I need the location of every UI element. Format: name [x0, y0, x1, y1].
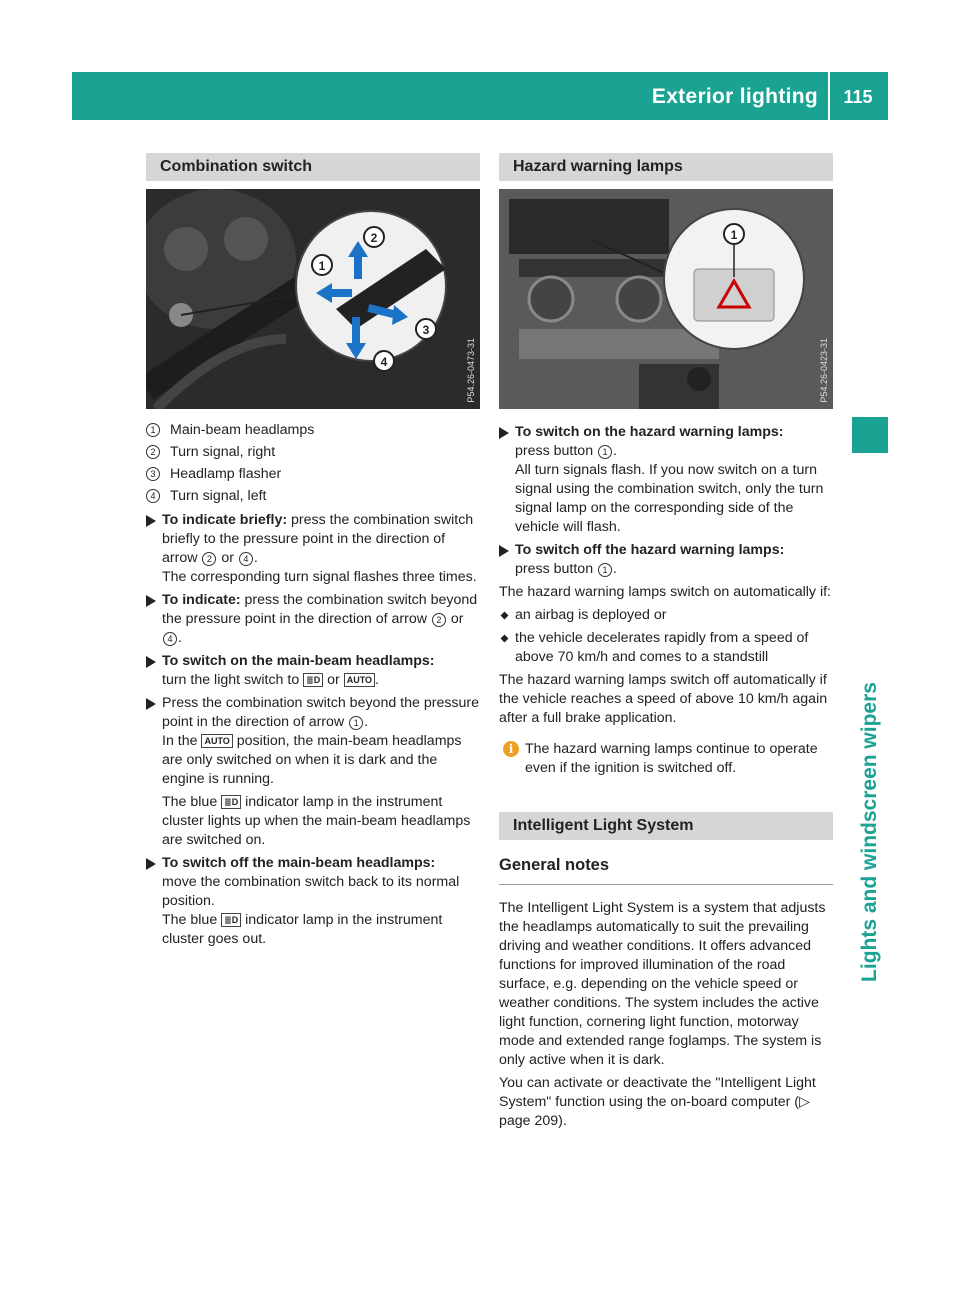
- left-column: [146, 153, 480, 949]
- auto-symbol-icon: AUTO: [201, 734, 232, 748]
- subheading-general-notes: General notes: [499, 854, 833, 885]
- hazard-auto-off-text: The hazard warning lamps switch off automatically if the vehicle reaches a speed of above 10 km/h again after a full brake application.: [499, 672, 828, 726]
- section-heading-hazard: Hazard warning lamps: [499, 153, 833, 181]
- header-divider: [828, 72, 830, 120]
- hazard-auto-on-text: The hazard warning lamps switch on automatically if:: [499, 584, 831, 600]
- svg-text:2: 2: [370, 231, 378, 245]
- steering-column-illustration: [146, 189, 480, 409]
- side-tab-marker: [852, 417, 888, 453]
- info-note: i The hazard warning lamps continue to operate even if the ignition is switched off.: [499, 740, 833, 778]
- callout-1: [312, 255, 332, 275]
- side-tab: [852, 152, 888, 1152]
- legend-item: 4 Turn signal, left: [146, 485, 480, 507]
- step-arrow-icon: [146, 858, 156, 870]
- photo-code: P54.26-0473-31: [466, 338, 476, 403]
- callout-3: [416, 319, 436, 339]
- step-arrow-icon: [499, 545, 509, 557]
- hazard-button-photo: [499, 189, 833, 409]
- main-beam-indicator-icon: ≣D: [221, 913, 241, 927]
- chapter-title: Exterior lighting: [651, 85, 818, 108]
- step-hazard-off: To switch off the hazard warning lamps: press button 1 .: [499, 541, 833, 579]
- step-indicate: To indicate: press the combination switch beyond the pressure point in the direction of arrow 2 or 4 .: [146, 591, 480, 648]
- side-tab-label: Lights and windscreen wipers: [858, 682, 881, 982]
- header-bar: [72, 72, 888, 120]
- bullet-item: the vehicle decelerates rapidly from a speed of above 70 km/h and comes to a standstill: [499, 629, 833, 667]
- step-main-beam-off: To switch off the main-beam headlamps: move the combination switch back to its normal position. The blue ≣D indicator lamp in the instrument cluster goes out.: [146, 854, 480, 949]
- legend-item: 2 Turn signal, right: [146, 441, 480, 463]
- step-press-beyond: Press the combination switch beyond the pressure point in the direction of arrow 1 . In the AUTO position, the main-beam headlamps are only switched on when it is dark and the engine is running. The blue ≣D indicator lamp in the instrument cluster lights up when the main-beam headlamps are switched on.: [146, 694, 480, 850]
- step-arrow-icon: [146, 595, 156, 607]
- section-heading-ils: Intelligent Light System: [499, 812, 833, 840]
- page-ref-arrow-icon: ▷: [798, 1094, 810, 1110]
- step-arrow-icon: [146, 515, 156, 527]
- main-beam-indicator-icon: ≣D: [221, 795, 241, 809]
- svg-text:4: 4: [380, 355, 388, 369]
- step-hazard-on: To switch on the hazard warning lamps: press button 1 . All turn signals flash. If you now switch on a turn signal using the combination switch, only the turn signal lamp on the corresponding side of the vehicle will flash.: [499, 423, 833, 537]
- page-number: 115: [843, 87, 873, 107]
- legend-item: 3 Headlamp flasher: [146, 463, 480, 485]
- step-main-beam-on: To switch on the main-beam headlamps: turn the light switch to ≣D or AUTO .: [146, 652, 480, 690]
- callout-2: [364, 227, 384, 247]
- legend-item: 1 Main-beam headlamps: [146, 419, 480, 441]
- auto-symbol-icon: AUTO: [344, 673, 375, 687]
- step-arrow-icon: [146, 656, 156, 668]
- section-heading-combination-switch: Combination switch: [146, 153, 480, 181]
- center-console-illustration: [499, 189, 833, 409]
- svg-text:1: 1: [318, 259, 326, 273]
- bullet-icon: [501, 635, 509, 643]
- step-arrow-icon: [146, 698, 156, 710]
- legend-list: [146, 419, 480, 507]
- step-arrow-icon: [499, 427, 509, 439]
- bullet-icon: [501, 612, 509, 620]
- bullet-item: an airbag is deployed or: [499, 606, 833, 625]
- info-icon: i: [503, 741, 519, 757]
- callout-4: [374, 351, 394, 371]
- ils-activation-text: You can activate or deactivate the "Intelligent Light System" function using the on-board computer (▷ page 209).: [499, 1075, 816, 1129]
- main-beam-symbol-icon: ≣D: [303, 673, 323, 687]
- callout-1: [724, 224, 744, 244]
- ils-description: The Intelligent Light System is a system that adjusts the headlamps automatically to suit the prevailing driving and weather conditions. It offers advanced functions for improved illumination of the road surface, e.g. depending on the vehicle speed or weather conditions. The system includes the active light function, cornering light function, motorway mode and extended range foglamps. The system is only active when it is dark.: [499, 900, 826, 1068]
- step-indicate-briefly: To indicate briefly: press the combination switch briefly to the pressure point in the direction of arrow 2 or 4 . The corresponding turn signal flashes three times.: [146, 511, 480, 587]
- photo-code: P54.26-0423-31: [819, 338, 829, 403]
- svg-text:1: 1: [730, 228, 738, 242]
- svg-text:3: 3: [422, 323, 430, 337]
- right-column: [499, 153, 833, 1131]
- combination-switch-photo: [146, 189, 480, 409]
